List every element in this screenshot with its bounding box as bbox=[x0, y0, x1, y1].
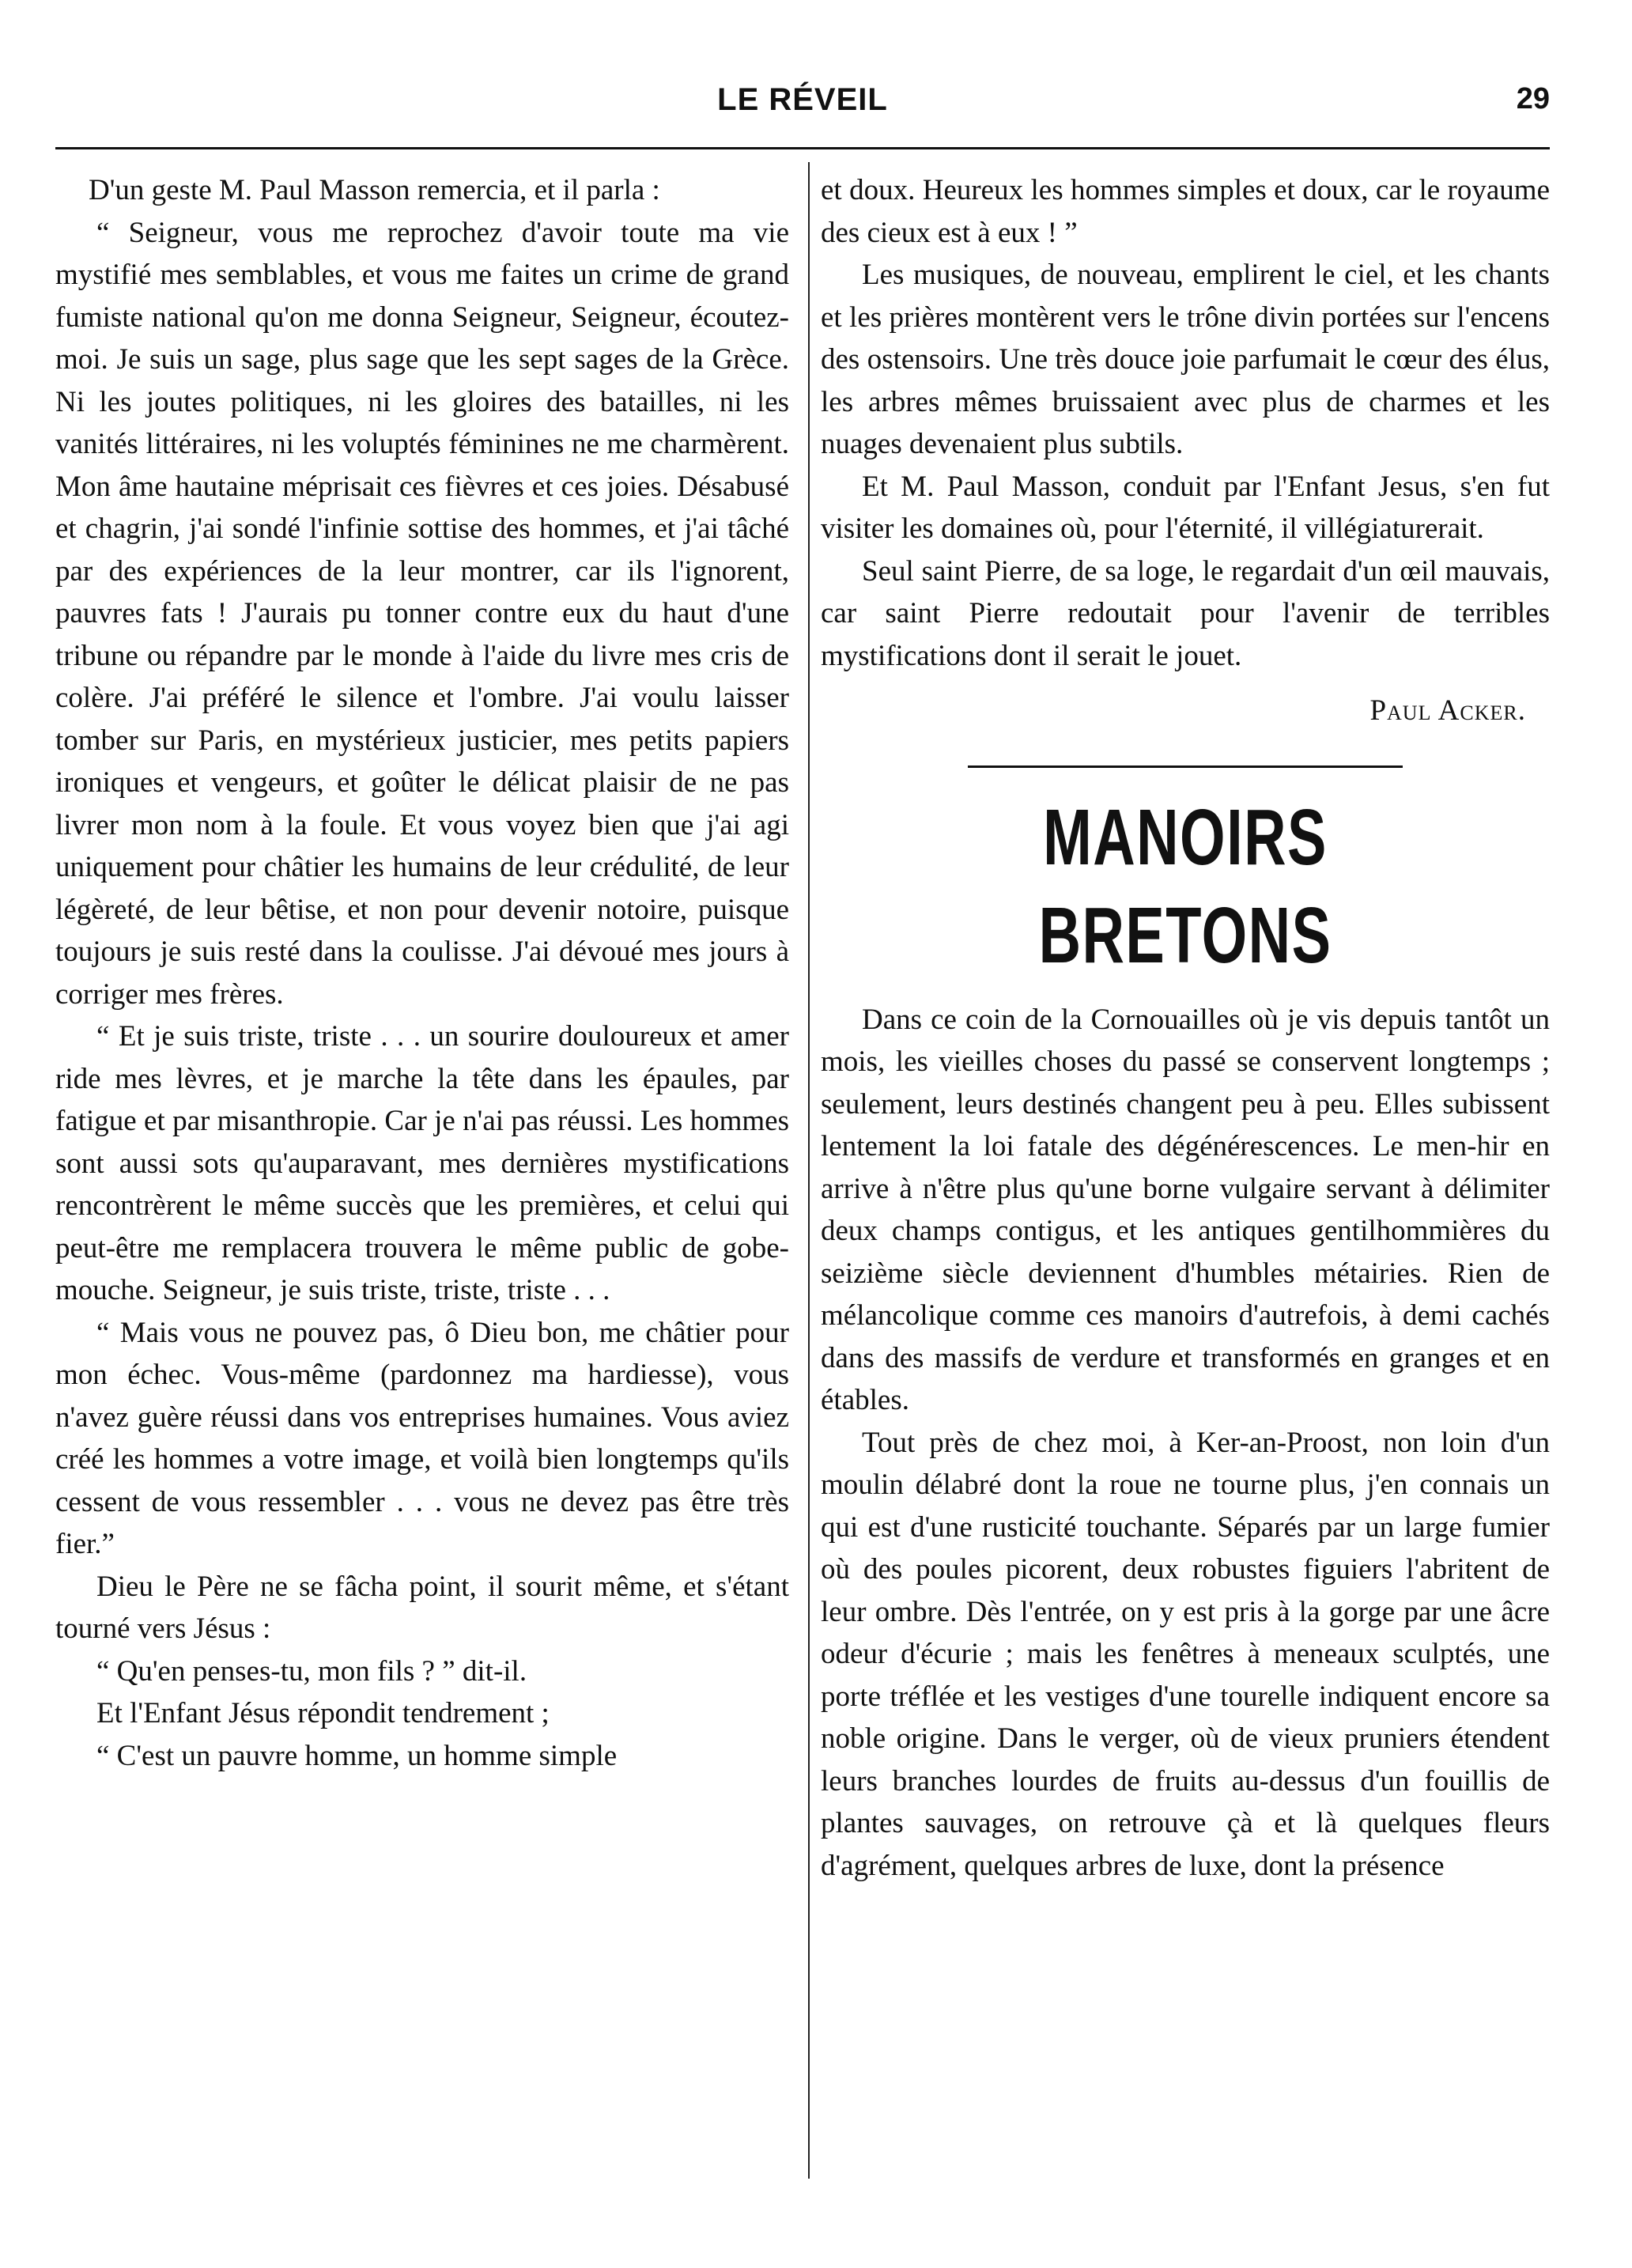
section-rule bbox=[968, 765, 1403, 768]
paragraph: Et M. Paul Masson, conduit par l'Enfant Jesus, s'en fut visiter les domaines où, pour l'éternité, il villégiaturerait. bbox=[821, 470, 1550, 545]
paragraph: “ Mais vous ne pouvez pas, ô Dieu bon, me châtier pour mon échec. Vous-même (pardonnez ma hardiesse), vous n'avez guère réussi dans vos entreprises humaines. Vous aviez créé les hommes a votre image, et voilà bien longtemps qu'ils cessent de vous ressembler . . . vous ne devez pas être très fier.” bbox=[55, 1316, 789, 1560]
paragraph: “ Qu'en penses-tu, mon fils ? ” dit-il. bbox=[96, 1654, 527, 1688]
paragraph: “ Seigneur, vous me reprochez d'avoir toute ma vie mystifié mes semblables, et vous me faites un crime de grand fumiste national qu'on me donna Seigneur, Seigneur, écoutez-moi. Je suis un sage, plus sage que les sept sages de la Grèce. Ni les joutes politiques, ni les gloires des batailles, ni les vanités littéraires, ni les voluptés féminines ne me charmèrent. Mon âme hautaine méprisait ces fièvres et ces joies. Désabusé et chagrin, j'ai sondé l'infinie sottise des hommes, et j'ai tâché par des expériences de la leur montrer, car ils l'ignorent, pauvres fats ! J'aurais pu tonner contre eux du haut d'une tribune ou répandre par le monde à l'aide du livre mes cris de colère. J'ai préféré le silence et l'ombre. J'ai voulu laisser tomber sur Paris, en mystérieux justicier, mes petits papiers ironiques et vengeurs, et goûter le délicat plaisir de ne pas livrer mon nom à la foule. Et vous voyez bien que j'ai agi uniquement pour châtier les humains de leur crédulité, de leur légèreté, de leur bêtise, et non pour devenir notoire, puisque toujours je suis resté dans la coulisse. J'ai dévoué mes jours à corriger mes frères. bbox=[55, 216, 789, 1011]
paragraph: Seul saint Pierre, de sa loge, le regardait d'un œil mauvais, car saint Pierre redoutait pour l'avenir de terribles mystifications dont il serait le jouet. bbox=[821, 554, 1550, 672]
header-rule bbox=[55, 147, 1550, 149]
paragraph-continuation: et doux. Heureux les hommes simples et doux, car le royaume des cieux est à eux ! ” bbox=[821, 174, 1550, 249]
paragraph: Et l'Enfant Jésus répondit tendrement ; bbox=[96, 1697, 550, 1729]
paragraph: “ Et je suis triste, triste . . . un sourire douloureux et amer ride mes lèvres, et je marche la tête dans les épaules, par fatigue et par misanthropie. Car je n'ai pas réussi. Les hommes sont aussi sots qu'auparavant, mes dernières mystifications rencontrèrent le même succès que les premières, et celui qui peut-être me remplacera trouvera le même public de gobe-mouche. Seigneur, je suis triste, triste, triste . . . bbox=[55, 1020, 789, 1306]
page-header bbox=[55, 82, 1550, 130]
author-signature: Paul Acker. bbox=[1369, 694, 1526, 727]
right-column bbox=[821, 169, 1550, 1887]
paragraph: Dans ce coin de la Cornouailles où je vis depuis tantôt un mois, les vieilles choses du passé se conservent longtemps ; seulement, leurs destinés changent peu à peu. Elles subissent lentement la loi fatale des dégénérescences. Le men-hir en arrive à n'être plus qu'une borne vulgaire servant à délimiter deux champs contigus, et les antiques gentilhommières du seizième siècle deviennent d'humbles métairies. Rien de mélancolique comme ces manoirs d'autrefois, à demi cachés dans des massifs de verdure et transformés en granges et en étables. bbox=[821, 1003, 1550, 1416]
left-column bbox=[55, 169, 789, 1777]
paragraph: Dieu le Père ne se fâcha point, il sourit même, et s'étant tourné vers Jésus : bbox=[55, 1570, 789, 1645]
paragraph: “ C'est un pauvre homme, un homme simple bbox=[96, 1739, 618, 1772]
article-title: MANOIRS BRETONS bbox=[1038, 792, 1332, 980]
column-divider bbox=[808, 162, 810, 2179]
page-number: 29 bbox=[1516, 82, 1550, 115]
paragraph: Tout près de chez moi, à Ker-an-Proost, non loin d'un moulin délabré dont la roue ne tourne plus, j'en connais un qui est d'une rusticité touchante. Séparés par un large fumier où des poules picorent, deux robustes figuiers l'abritent de leur ombre. Dès l'entrée, on y est pris à la gorge par une âcre odeur d'écurie ; mais les fenêtres à meneaux sculptés, une porte tréflée et les vestiges d'une tourelle indiquent encore sa noble origine. Dans le verger, où de vieux pruniers étendent leurs branches lourdes de fruits au-dessus d'un fouillis de plantes sauvages, on retrouve çà et là quelques fleurs d'agrément, quelques arbres de luxe, dont la présence bbox=[821, 1426, 1550, 1882]
paragraph: Les musiques, de nouveau, emplirent le ciel, et les chants et les prières montèrent vers le trône divin portées sur l'encens des ostensoirs. Une très douce joie parfumait le cœur des élus, les arbres mêmes bruissaient avec plus de charmes et les nuages devenaient plus subtils. bbox=[821, 259, 1550, 460]
paragraph: D'un geste M. Paul Masson remercia, et il parla : bbox=[89, 174, 660, 206]
running-title: LE RÉVEIL bbox=[717, 82, 888, 117]
